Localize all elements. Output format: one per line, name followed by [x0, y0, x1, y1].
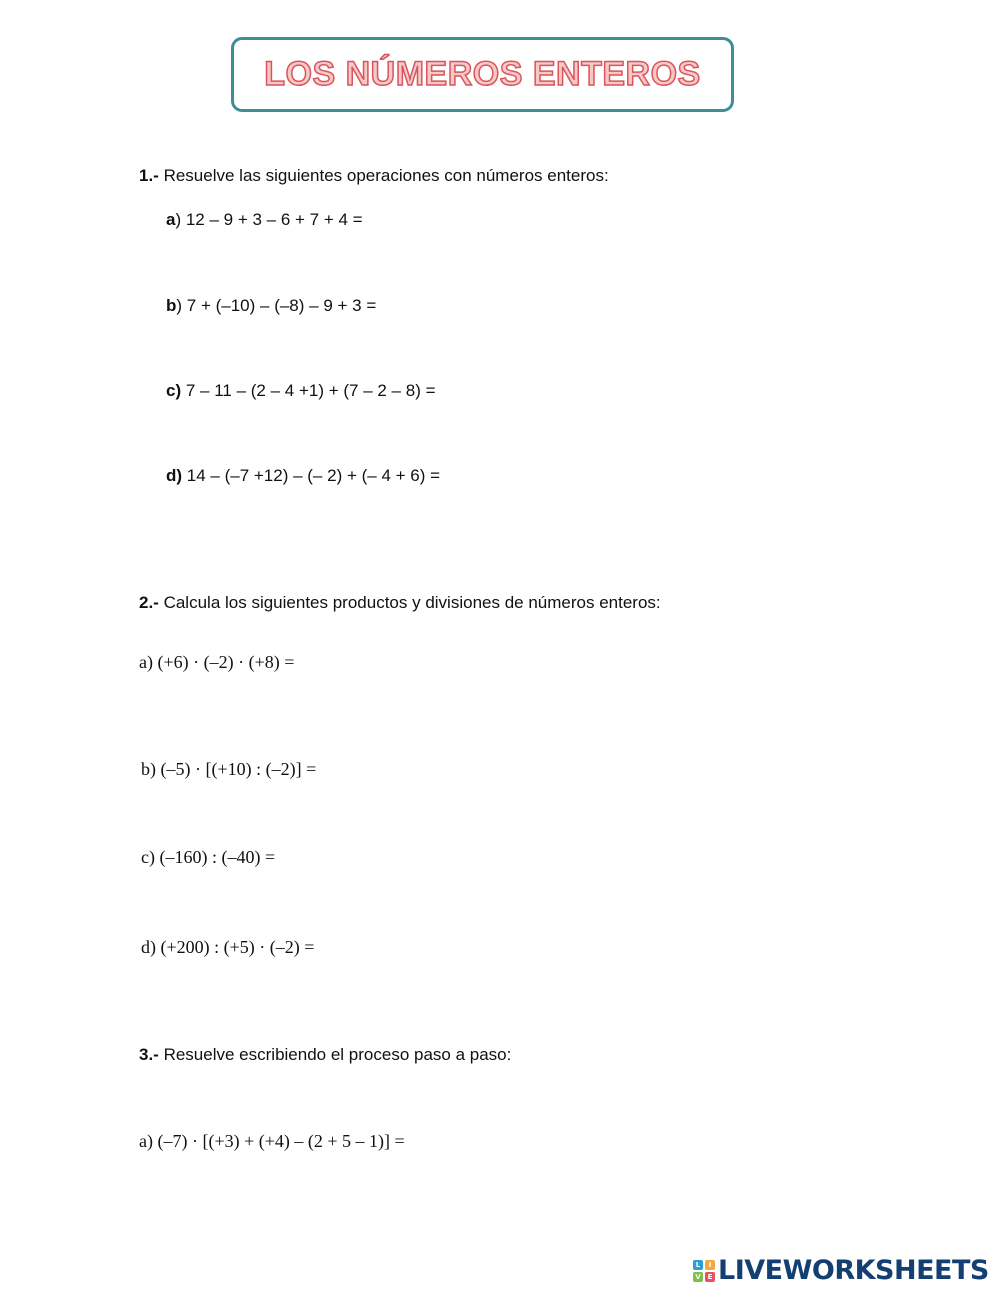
question-1-number: 1.- [139, 166, 159, 185]
logo-tile: L [693, 1260, 703, 1270]
logo-tile: V [693, 1272, 703, 1282]
exercise-expression: ) 7 + (–10) – (–8) – 9 + 3 = [176, 296, 377, 315]
exercise-expression: 7 – 11 – (2 – 4 +1) + (7 – 2 – 8) = [181, 381, 436, 400]
exercise-1a [166, 210, 363, 230]
exercise-expression: 14 – (–7 +12) – (– 2) + (– 4 + 6) = [182, 466, 441, 485]
exercise-letter: b [166, 296, 177, 315]
title-box [231, 37, 734, 112]
question-1 [139, 166, 609, 186]
exercise-letter: d) [166, 466, 183, 485]
question-1-prompt: Resuelve las siguientes operaciones con números enteros: [163, 166, 609, 185]
logo-text: LIVEWORKSHEETS [718, 1255, 989, 1286]
question-2-number: 2.- [139, 593, 159, 612]
exercise-2c: c) (–160) : (–40) = [141, 847, 276, 867]
question-3-prompt: Resuelve escribiendo el proceso paso a paso: [163, 1045, 512, 1064]
exercise-2d: d) (+200) : (+5) · (–2) = [141, 937, 315, 957]
question-2 [139, 593, 661, 613]
logo-tile: I [705, 1260, 715, 1270]
exercise-1c [166, 381, 436, 401]
exercise-2b: b) (–5) · [(+10) : (–2)] = [141, 759, 317, 779]
exercise-letter: c) [166, 381, 182, 400]
page-title: LOS NÚMEROS ENTEROS [264, 55, 701, 93]
exercise-1d [166, 466, 440, 486]
question-3-number: 3.- [139, 1045, 159, 1064]
question-2-prompt: Calcula los siguientes productos y divisiones de números enteros: [163, 593, 661, 612]
exercise-1b [166, 296, 376, 316]
exercise-expression: ) 12 – 9 + 3 – 6 + 7 + 4 = [175, 210, 363, 229]
exercise-3a: a) (–7) · [(+3) + (+4) – (2 + 5 – 1)] = [139, 1131, 405, 1151]
liveworksheets-logo [693, 1255, 989, 1286]
logo-tile: E [705, 1272, 715, 1282]
logo-tiles-icon [693, 1260, 715, 1282]
question-3 [139, 1045, 511, 1065]
exercise-2a: a) (+6) · (–2) · (+8) = [139, 652, 295, 672]
exercise-letter: a [166, 210, 176, 229]
